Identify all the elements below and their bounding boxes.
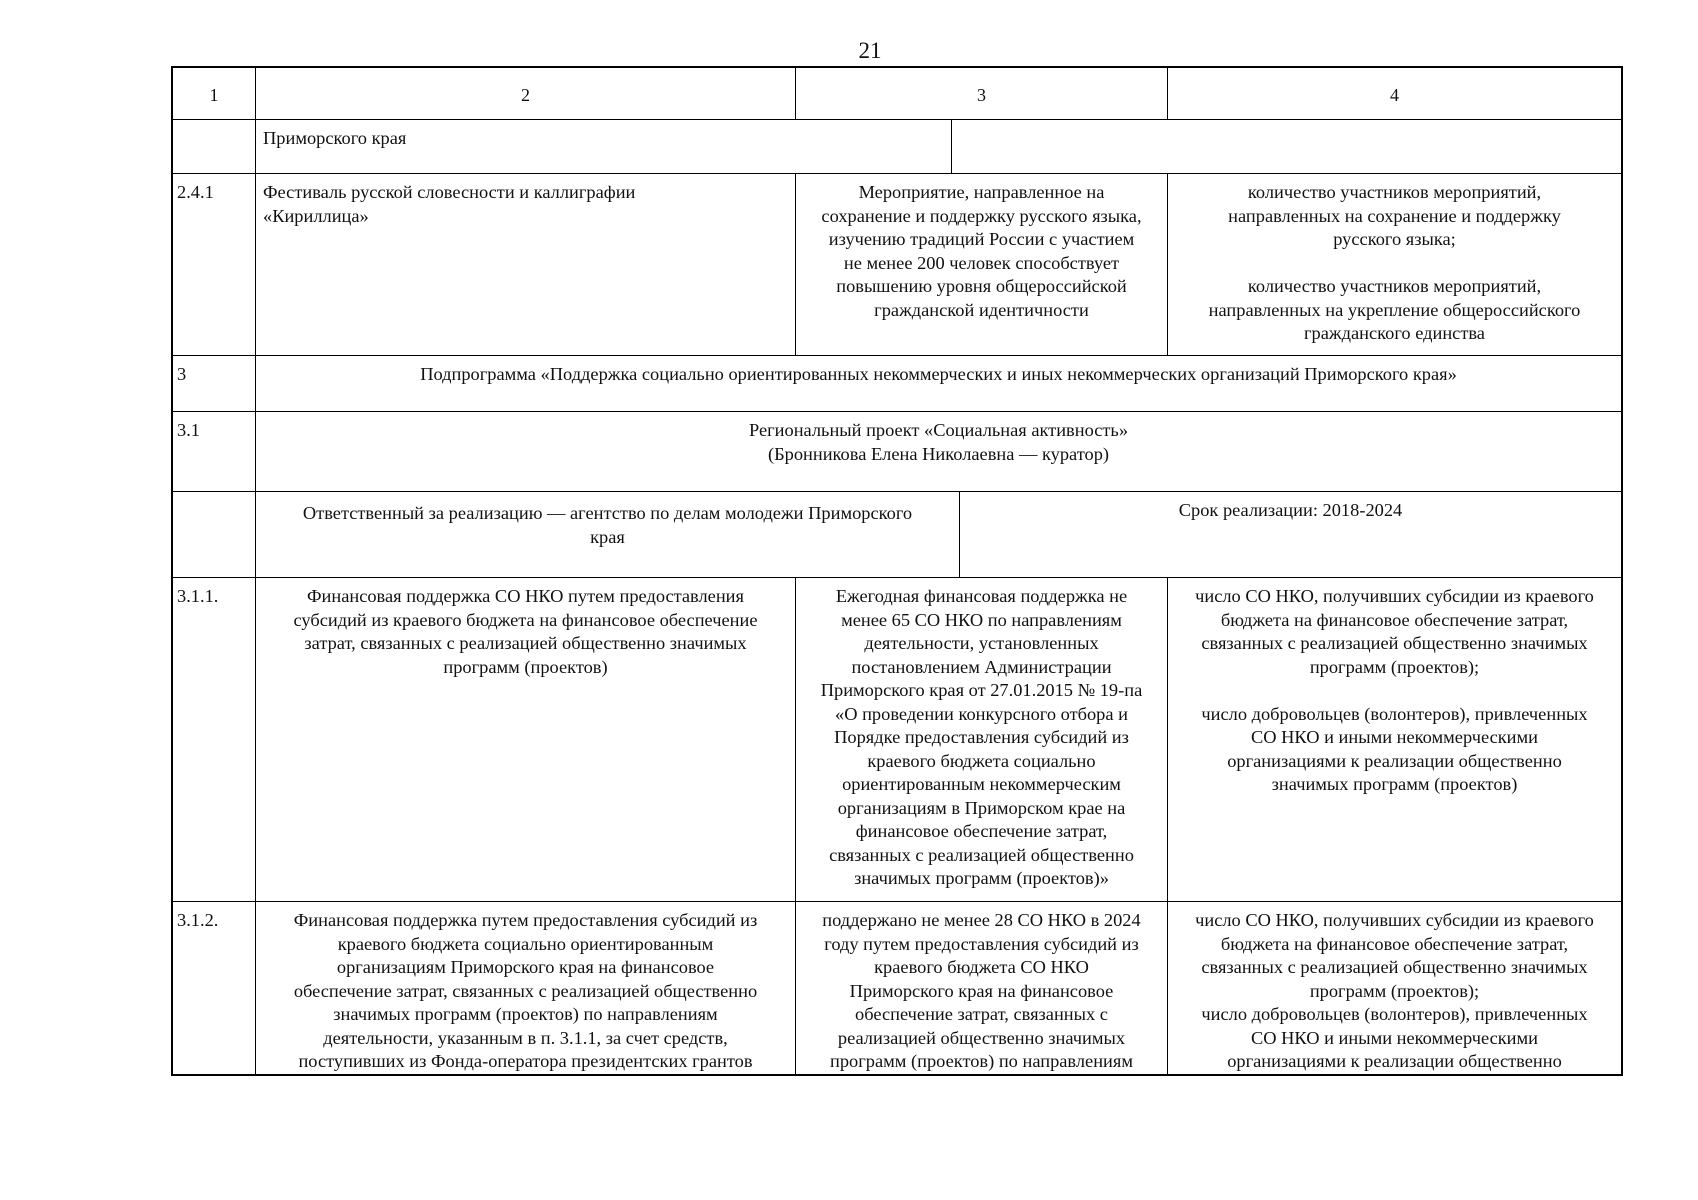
header-col-3: 3: [796, 68, 1168, 120]
page-number: 21: [858, 38, 882, 63]
row-3-1-2-name: Финансовая поддержка путем предоставления субсидий из краевого бюджета социально ориентированным организациям Приморского края на финансовое обеспечение затрат, связанных с реализацией общественно значимых программ (проектов) по направлениям деятельности, указанным в п. 3.1.1, за счет средств, поступивших из Фонда-оператора президентских грантов: [256, 902, 796, 1074]
responsible-text: Ответственный за реализацию — агентство по делам молодежи Приморского края: [256, 492, 960, 578]
row-3-1-2-result: поддержано не менее 28 СО НКО в 2024 году путем предоставления субсидий из краевого бюджета СО НКО Приморского края на финансовое обеспечение затрат, связанных с реализацией общественно значимых программ (проектов) по направлениям: [796, 902, 1168, 1074]
continuation-empty-cell: [952, 120, 1621, 174]
row-3-1-1-result: Ежегодная финансовая поддержка не менее 65 СО НКО по направлениям деятельности, установленных постановлением Администрации Приморского края от 27.01.2015 № 19-па «О проведении конкурсного отбора и Порядке предоставления субсидий из краевого бюджета социально ориентированным некоммерческим организациям в Приморском крае на финансовое обеспечение затрат, связанных с реализацией общественно значимых программ (проектов)»: [796, 578, 1168, 902]
row-3-title: Подпрограмма «Поддержка социально ориентированных некоммерческих и иных некоммерческих организаций Приморского края»: [256, 356, 1621, 412]
term-text: Срок реализации: 2018-2024: [960, 492, 1621, 578]
row-3-1-title: Региональный проект «Социальная активность» (Бронникова Елена Николаевна — куратор): [256, 412, 1621, 492]
row-3-1-2-indicators: число СО НКО, получивших субсидии из краевого бюджета на финансовое обеспечение затрат, связанных с реализацией общественно значимых программ (проектов); число добровольцев (волонтеров), привлеченных СО НКО и иными некоммерческими организациями к реализации общественно: [1195, 910, 1594, 1071]
row-3-1-1-name: Финансовая поддержка СО НКО путем предоставления субсидий из краевого бюджета на финансовое обеспечение затрат, связанных с реализацией общественно значимых программ (проектов): [256, 578, 796, 902]
responsible-num-cell: [173, 492, 256, 578]
row-3-1-num: 3.1: [173, 412, 256, 492]
header-col-1: 1: [173, 68, 256, 120]
continuation-num-cell: [173, 120, 256, 174]
row-2-4-1-indicators: количество участников мероприятий, направленных на сохранение и поддержку русского языка; количество участников мероприятий, направленных на укрепление общероссийского гражданского единства: [1168, 174, 1621, 356]
row-3-num: 3: [173, 356, 256, 412]
row-3-1-2-num: 3.1.2.: [173, 902, 256, 1074]
header-col-4: 4: [1168, 68, 1621, 120]
row-3-1-1-indicators: число СО НКО, получивших субсидии из краевого бюджета на финансовое обеспечение затрат, связанных с реализацией общественно значимых программ (проектов); число добровольцев (волонтеров), привлеченных СО НКО и иными некоммерческими организациями к реализации общественно значимых программ (проектов): [1168, 578, 1621, 902]
continuation-text-cell: Приморского края: [256, 120, 952, 174]
row-3-1-1-num: 3.1.1.: [173, 578, 256, 902]
program-table: [171, 66, 1623, 1076]
header-col-2: 2: [256, 68, 796, 120]
row-2-4-1-result: Мероприятие, направленное на сохранение и поддержку русского языка, изучению традиций России с участием не менее 200 человек способствует повышению уровня общероссийской гражданской идентичности: [796, 174, 1168, 356]
row-2-4-1-num: 2.4.1: [173, 174, 256, 356]
row-2-4-1-name: Фестиваль русской словесности и каллиграфии «Кириллица»: [256, 174, 796, 356]
